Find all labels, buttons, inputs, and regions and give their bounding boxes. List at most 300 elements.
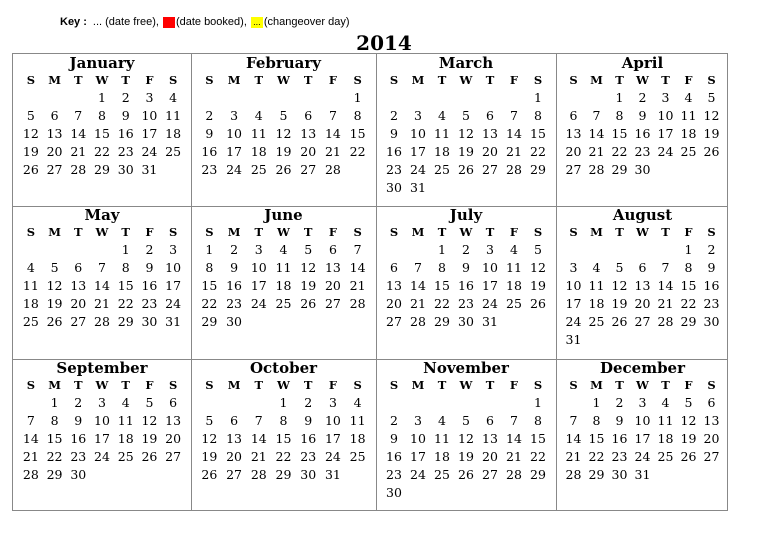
week-row bbox=[19, 161, 185, 179]
weekday-header-row bbox=[382, 224, 550, 241]
weekday-header: S bbox=[533, 73, 543, 87]
day-cell: 11 bbox=[657, 413, 674, 428]
day-cell bbox=[345, 161, 370, 179]
week-row bbox=[562, 466, 723, 484]
day-cell bbox=[454, 179, 478, 197]
weekday-header: T bbox=[74, 225, 83, 239]
day-cell: 11 bbox=[434, 126, 450, 141]
day-cell: 11 bbox=[349, 413, 366, 428]
day-cell: 4 bbox=[684, 90, 693, 105]
day-cell bbox=[526, 313, 550, 331]
week-row bbox=[197, 313, 370, 331]
week-row bbox=[19, 125, 185, 143]
day-cell: 7 bbox=[98, 260, 106, 275]
weekday-header-row bbox=[197, 224, 370, 241]
week-row bbox=[562, 89, 723, 107]
day-cell: 14 bbox=[250, 431, 267, 446]
week-row bbox=[562, 430, 723, 448]
day-cell: 8 bbox=[205, 260, 214, 275]
day-cell: 17 bbox=[165, 278, 182, 293]
day-cell: 16 bbox=[458, 278, 474, 293]
day-cell: 2 bbox=[145, 242, 154, 257]
day-cell: 17 bbox=[482, 278, 498, 293]
day-cell bbox=[222, 89, 247, 107]
day-cell: 27 bbox=[324, 296, 341, 311]
month-june bbox=[197, 206, 370, 331]
day-cell: 29 bbox=[201, 314, 218, 329]
day-cell: 22 bbox=[349, 144, 366, 159]
day-cell: 11 bbox=[506, 260, 522, 275]
day-cell: 21 bbox=[250, 449, 267, 464]
day-cell: 13 bbox=[165, 413, 182, 428]
weekday-header-row bbox=[19, 224, 185, 241]
day-cell: 14 bbox=[588, 126, 605, 141]
day-cell: 8 bbox=[438, 260, 446, 275]
weekday-header: T bbox=[121, 225, 130, 239]
weekday-header: F bbox=[328, 73, 337, 87]
day-cell: 5 bbox=[615, 260, 624, 275]
month-september bbox=[19, 359, 185, 484]
week-row bbox=[197, 394, 370, 412]
month-name: March bbox=[438, 54, 494, 72]
day-cell: 26 bbox=[458, 162, 474, 177]
weekday-header: S bbox=[353, 378, 362, 392]
weekday-header-row bbox=[562, 224, 723, 241]
day-cell: 17 bbox=[141, 126, 158, 141]
day-cell: 4 bbox=[254, 108, 263, 123]
day-cell: 9 bbox=[707, 260, 716, 275]
day-cell: 17 bbox=[634, 431, 651, 446]
day-cell bbox=[406, 484, 430, 502]
day-cell: 5 bbox=[205, 413, 214, 428]
day-cell: 1 bbox=[205, 242, 214, 257]
day-cell: 19 bbox=[201, 449, 218, 464]
day-cell: 18 bbox=[506, 278, 522, 293]
weekday-header: M bbox=[48, 378, 61, 392]
day-cell bbox=[197, 394, 222, 412]
month-name: April bbox=[621, 54, 664, 72]
day-cell bbox=[700, 331, 723, 349]
weekday-header: S bbox=[707, 225, 716, 239]
week-row bbox=[382, 277, 550, 295]
day-cell: 5 bbox=[462, 413, 470, 428]
day-cell: 25 bbox=[657, 449, 674, 464]
day-cell: 25 bbox=[506, 296, 522, 311]
day-cell: 11 bbox=[275, 260, 292, 275]
week-row bbox=[19, 313, 185, 331]
day-cell: 14 bbox=[94, 278, 110, 293]
day-cell: 4 bbox=[438, 108, 446, 123]
year-title: 2014 bbox=[356, 31, 412, 55]
day-cell: 19 bbox=[680, 431, 697, 446]
day-cell: 21 bbox=[324, 144, 341, 159]
day-cell bbox=[677, 331, 700, 349]
day-cell: 12 bbox=[22, 126, 39, 141]
day-cell: 22 bbox=[530, 144, 546, 159]
day-cell: 13 bbox=[226, 431, 243, 446]
week-row bbox=[562, 448, 723, 466]
row-divider bbox=[13, 206, 727, 207]
weekday-header: F bbox=[328, 225, 337, 239]
weekday-header: S bbox=[205, 378, 214, 392]
day-cell: 1 bbox=[534, 90, 542, 105]
weekday-header: F bbox=[145, 378, 154, 392]
day-cell: 3 bbox=[230, 108, 239, 123]
day-cell: 9 bbox=[615, 413, 624, 428]
week-row bbox=[562, 259, 723, 277]
week-row bbox=[562, 107, 723, 125]
week-row bbox=[197, 161, 370, 179]
row-divider bbox=[13, 359, 727, 360]
day-cell: 26 bbox=[458, 467, 474, 482]
day-cell: 4 bbox=[26, 260, 35, 275]
week-row bbox=[382, 295, 550, 313]
day-cell: 24 bbox=[324, 449, 341, 464]
weekday-header-row bbox=[382, 377, 550, 394]
day-cell: 2 bbox=[615, 395, 624, 410]
week-row bbox=[19, 295, 185, 313]
day-cell: 7 bbox=[328, 108, 337, 123]
day-cell: 27 bbox=[634, 314, 651, 329]
day-cell: 9 bbox=[205, 126, 214, 141]
weekday-header: T bbox=[254, 378, 264, 392]
day-cell: 2 bbox=[638, 90, 647, 105]
day-cell: 28 bbox=[657, 314, 674, 329]
month-march bbox=[382, 54, 550, 197]
day-cell: 9 bbox=[121, 108, 130, 123]
day-cell: 5 bbox=[50, 260, 59, 275]
week-row bbox=[562, 412, 723, 430]
day-cell: 5 bbox=[462, 108, 470, 123]
month-december bbox=[562, 359, 723, 484]
day-cell: 1 bbox=[50, 395, 59, 410]
day-cell: 6 bbox=[486, 108, 494, 123]
day-cell: 31 bbox=[565, 332, 582, 347]
weekday-header: T bbox=[121, 378, 130, 392]
day-cell: 28 bbox=[349, 296, 366, 311]
weekday-header: T bbox=[485, 73, 495, 87]
weekday-header: S bbox=[533, 378, 543, 392]
day-cell: 9 bbox=[390, 126, 398, 141]
day-cell: 4 bbox=[438, 413, 446, 428]
year-calendar-grid bbox=[12, 53, 728, 511]
day-cell: 1 bbox=[121, 242, 130, 257]
day-cell: 13 bbox=[565, 126, 582, 141]
day-cell: 25 bbox=[588, 314, 605, 329]
weekday-header: T bbox=[74, 378, 83, 392]
day-cell: 2 bbox=[390, 413, 398, 428]
weekday-header-row bbox=[19, 72, 185, 89]
day-cell: 4 bbox=[661, 395, 670, 410]
day-cell: 3 bbox=[254, 242, 263, 257]
day-cell: 24 bbox=[634, 449, 651, 464]
day-cell: 6 bbox=[390, 260, 398, 275]
day-cell: 19 bbox=[611, 296, 628, 311]
day-cell: 22 bbox=[275, 449, 292, 464]
weekday-header: S bbox=[168, 73, 178, 87]
day-cell: 11 bbox=[165, 108, 182, 123]
month-name: September bbox=[56, 359, 148, 377]
day-cell: 21 bbox=[349, 278, 366, 293]
day-cell: 10 bbox=[482, 260, 498, 275]
day-cell: 8 bbox=[98, 108, 106, 123]
month-name: October bbox=[249, 359, 318, 377]
day-cell bbox=[478, 89, 502, 107]
day-cell bbox=[296, 313, 321, 331]
day-cell bbox=[478, 179, 502, 197]
day-cell: 6 bbox=[74, 260, 83, 275]
day-cell: 11 bbox=[434, 431, 450, 446]
day-cell: 22 bbox=[434, 296, 450, 311]
day-cell bbox=[454, 394, 478, 412]
column-divider bbox=[376, 54, 377, 510]
booked-swatch bbox=[163, 17, 175, 28]
weekday-header: M bbox=[411, 73, 425, 87]
weekday-header: M bbox=[411, 378, 425, 392]
day-cell bbox=[526, 484, 550, 502]
day-cell: 20 bbox=[565, 144, 582, 159]
day-cell: 29 bbox=[530, 162, 546, 177]
weekday-header: W bbox=[636, 225, 649, 239]
day-cell bbox=[631, 241, 654, 259]
week-row bbox=[562, 394, 723, 412]
day-cell: 16 bbox=[300, 431, 317, 446]
weekday-header: M bbox=[590, 73, 603, 87]
day-cell: 10 bbox=[410, 126, 426, 141]
weekday-header: F bbox=[328, 378, 337, 392]
day-cell: 30 bbox=[611, 467, 628, 482]
day-cell bbox=[222, 394, 247, 412]
day-cell bbox=[526, 179, 550, 197]
day-cell: 14 bbox=[349, 260, 366, 275]
day-cell: 10 bbox=[94, 413, 110, 428]
week-row bbox=[197, 89, 370, 107]
day-cell: 16 bbox=[226, 278, 243, 293]
week-row bbox=[562, 295, 723, 313]
week-row bbox=[382, 394, 550, 412]
month-name: May bbox=[84, 206, 120, 224]
day-cell bbox=[271, 89, 296, 107]
weekday-header: S bbox=[707, 73, 716, 87]
day-cell: 1 bbox=[592, 395, 601, 410]
day-cell: 6 bbox=[707, 395, 716, 410]
day-cell: 8 bbox=[279, 413, 288, 428]
weekday-header: S bbox=[26, 73, 35, 87]
day-cell: 19 bbox=[530, 278, 546, 293]
day-cell bbox=[502, 313, 526, 331]
day-cell: 12 bbox=[530, 260, 546, 275]
weekday-header: F bbox=[509, 73, 519, 87]
day-cell: 5 bbox=[304, 242, 313, 257]
day-cell: 22 bbox=[117, 296, 134, 311]
weekday-header: F bbox=[145, 225, 154, 239]
day-cell: 14 bbox=[22, 431, 39, 446]
day-cell: 15 bbox=[201, 278, 218, 293]
day-cell: 18 bbox=[588, 296, 605, 311]
day-cell: 12 bbox=[300, 260, 317, 275]
weekday-header-row bbox=[562, 72, 723, 89]
day-cell: 11 bbox=[117, 413, 134, 428]
day-cell bbox=[271, 313, 296, 331]
weekday-header: W bbox=[277, 73, 290, 87]
day-cell: 25 bbox=[349, 449, 366, 464]
week-row bbox=[197, 277, 370, 295]
day-cell: 13 bbox=[482, 126, 498, 141]
weekday-header: F bbox=[145, 73, 154, 87]
week-row bbox=[19, 466, 185, 484]
weekday-header: T bbox=[437, 73, 447, 87]
day-cell bbox=[585, 331, 608, 349]
day-cell bbox=[654, 161, 677, 179]
day-cell: 24 bbox=[410, 162, 426, 177]
weekday-header: T bbox=[74, 73, 83, 87]
day-cell: 20 bbox=[482, 449, 498, 464]
weekday-header: F bbox=[684, 73, 693, 87]
day-cell: 30 bbox=[141, 314, 158, 329]
day-cell: 27 bbox=[482, 467, 498, 482]
day-cell: 17 bbox=[565, 296, 582, 311]
column-divider bbox=[556, 54, 557, 510]
weekday-header: T bbox=[254, 73, 264, 87]
weekday-header: W bbox=[277, 378, 290, 392]
weekday-header: S bbox=[168, 378, 178, 392]
weekday-header: M bbox=[590, 225, 603, 239]
day-cell: 21 bbox=[506, 144, 522, 159]
day-cell: 3 bbox=[661, 90, 670, 105]
day-cell bbox=[502, 179, 526, 197]
month-august bbox=[562, 206, 723, 349]
day-cell: 19 bbox=[703, 126, 720, 141]
day-cell bbox=[454, 484, 478, 502]
month-name: February bbox=[245, 54, 321, 72]
day-cell: 15 bbox=[117, 278, 134, 293]
day-cell bbox=[66, 241, 90, 259]
day-cell: 22 bbox=[94, 144, 110, 159]
weekday-header: T bbox=[437, 225, 447, 239]
day-cell: 24 bbox=[410, 467, 426, 482]
weekday-header: T bbox=[437, 378, 447, 392]
weekday-header: S bbox=[569, 73, 578, 87]
weekday-header: T bbox=[615, 378, 624, 392]
day-cell: 16 bbox=[117, 126, 134, 141]
day-cell: 30 bbox=[386, 485, 402, 500]
week-row bbox=[197, 412, 370, 430]
weekday-header: W bbox=[277, 225, 290, 239]
day-cell: 23 bbox=[703, 296, 720, 311]
day-cell: 26 bbox=[680, 449, 697, 464]
day-cell: 31 bbox=[482, 314, 498, 329]
day-cell: 28 bbox=[70, 162, 87, 177]
week-row bbox=[197, 430, 370, 448]
day-cell: 26 bbox=[611, 314, 628, 329]
day-cell bbox=[321, 89, 346, 107]
week-row bbox=[382, 107, 550, 125]
day-cell: 8 bbox=[684, 260, 693, 275]
weekday-header-row bbox=[562, 377, 723, 394]
day-cell: 30 bbox=[226, 314, 243, 329]
day-cell: 23 bbox=[70, 449, 87, 464]
day-cell bbox=[296, 89, 321, 107]
day-cell: 16 bbox=[386, 144, 402, 159]
day-cell: 22 bbox=[530, 449, 546, 464]
day-cell: 14 bbox=[410, 278, 426, 293]
day-cell: 7 bbox=[414, 260, 422, 275]
day-cell: 18 bbox=[349, 431, 366, 446]
day-cell: 23 bbox=[634, 144, 651, 159]
week-row bbox=[562, 313, 723, 331]
week-row bbox=[562, 161, 723, 179]
day-cell: 4 bbox=[510, 242, 518, 257]
day-cell: 18 bbox=[117, 431, 134, 446]
weekday-header: T bbox=[661, 73, 670, 87]
day-cell: 17 bbox=[410, 144, 426, 159]
day-cell: 1 bbox=[684, 242, 693, 257]
day-cell bbox=[502, 484, 526, 502]
week-row bbox=[382, 448, 550, 466]
day-cell: 5 bbox=[26, 108, 35, 123]
day-cell: 5 bbox=[684, 395, 693, 410]
day-cell: 14 bbox=[657, 278, 674, 293]
day-cell bbox=[585, 89, 608, 107]
month-name: June bbox=[264, 206, 303, 224]
day-cell: 29 bbox=[680, 314, 697, 329]
day-cell bbox=[700, 161, 723, 179]
week-row bbox=[562, 241, 723, 259]
day-cell: 7 bbox=[26, 413, 35, 428]
day-cell bbox=[19, 241, 43, 259]
day-cell: 20 bbox=[324, 278, 341, 293]
day-cell: 23 bbox=[611, 449, 628, 464]
day-cell: 16 bbox=[386, 449, 402, 464]
weekday-header: S bbox=[533, 225, 543, 239]
week-row bbox=[382, 143, 550, 161]
weekday-header: M bbox=[48, 225, 61, 239]
day-cell: 28 bbox=[410, 314, 426, 329]
weekday-header: T bbox=[254, 225, 264, 239]
day-cell: 13 bbox=[300, 126, 317, 141]
day-cell: 31 bbox=[324, 467, 341, 482]
day-cell: 12 bbox=[46, 278, 63, 293]
day-cell: 19 bbox=[275, 144, 292, 159]
day-cell: 26 bbox=[201, 467, 218, 482]
day-cell: 8 bbox=[615, 108, 624, 123]
day-cell: 7 bbox=[592, 108, 601, 123]
day-cell bbox=[406, 394, 430, 412]
weekday-header: F bbox=[684, 378, 693, 392]
day-cell: 10 bbox=[565, 278, 582, 293]
weekday-header: T bbox=[615, 73, 624, 87]
day-cell: 1 bbox=[438, 242, 446, 257]
day-cell bbox=[406, 241, 430, 259]
day-cell: 21 bbox=[657, 296, 674, 311]
day-cell: 20 bbox=[70, 296, 87, 311]
month-name: December bbox=[599, 359, 686, 377]
day-cell: 6 bbox=[50, 108, 59, 123]
day-cell: 25 bbox=[434, 162, 450, 177]
day-cell: 2 bbox=[205, 108, 214, 123]
week-row bbox=[562, 125, 723, 143]
day-cell: 17 bbox=[410, 449, 426, 464]
day-cell: 2 bbox=[707, 242, 716, 257]
day-cell bbox=[430, 394, 454, 412]
day-cell: 30 bbox=[386, 180, 402, 195]
month-february bbox=[197, 54, 370, 179]
week-row bbox=[382, 179, 550, 197]
day-cell: 27 bbox=[565, 162, 582, 177]
day-cell: 14 bbox=[506, 431, 522, 446]
weekday-header: W bbox=[95, 73, 109, 87]
month-april bbox=[562, 54, 723, 179]
